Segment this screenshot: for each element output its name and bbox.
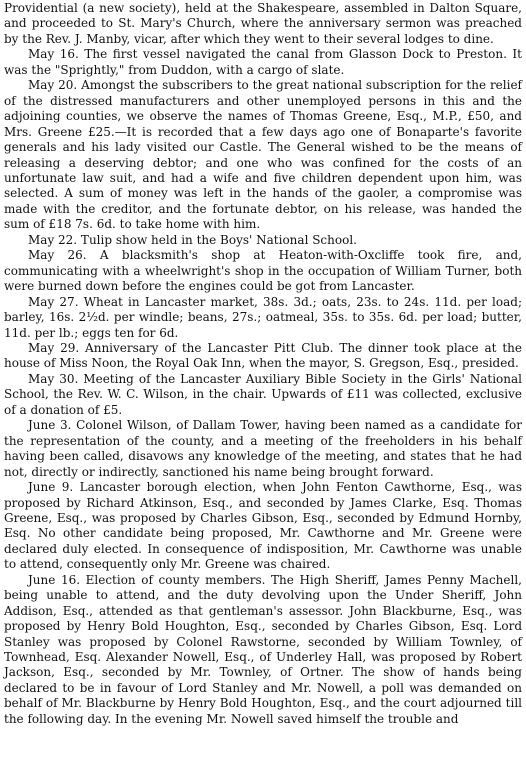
- paragraph-may-27: May 27. Wheat in Lancaster market, 38s. 3d.; oats, 23s. to 24s. 11d. per load; barley, 16s. 2½d. per windle; beans, 27s.; oatmeal, 35s. to 35s. 6d. per load; butter, 11d. per lb.; eggs ten for 6d.: [4, 294, 522, 340]
- paragraph-may-30: May 30. Meeting of the Lancaster Auxiliary Bible Society in the Girls' National School, the Rev. W. C. Wilson, in the chair. Upwards of £11 was collected, exclusive of a donation of £5.: [4, 371, 522, 417]
- paragraph-may-22: May 22. Tulip show held in the Boys' National School.: [28, 232, 357, 247]
- paragraph-may-20: May 20. Amongst the subscribers to the great national subscription for the relief of the distressed manufacturers and other unemployed persons in this and the adjoining counties, we observe the names of Thomas Greene, Esq., M.P., £50, and Mrs. Greene £25.—It is recorded that a few days ago one of Bonaparte's favorite generals and his lady visited our Castle. The General wished to be the means of releasing a deserving debtor; and one who was confined for the costs of an unfortunate law suit, and had a wife and five children dependent upon him, was selected. A sum of money was left in the hands of the gaoler, a compromise was made with the creditor, and the fortunate debtor, on his release, was handed the sum of £18 7s. 6d. to take home with him.: [4, 78, 522, 232]
- paragraph-may-16: May 16. The first vessel navigated the canal from Glasson Dock to Preston. It was the "Sprightly," from Duddon, with a cargo of slate.: [4, 47, 522, 77]
- paragraph-june-3: June 3. Colonel Wilson, of Dallam Tower, having been named as a candidate for the representation of the county, and a meeting of the freeholders in his behalf having been called, disavows any knowledge of the meeting, and states that he had not, directly or indirectly, sanctioned his name being brought forward.: [4, 418, 522, 479]
- paragraph-continuation: Providential (a new society), held at the Shakespeare, assembled in Dalton Square, and proceeded to St. Mary's Church, where the anniversary sermon was preached by the Rev. J. Manby, vicar, after which they went to their several lodges to dine.: [4, 1, 522, 46]
- paragraph-june-16: June 16. Election of county members. The High Sheriff, James Penny Machell, being unable to attend, and the duty devolving upon the Under Sheriff, John Addison, Esq., attended as that gentleman's assessor. John Blackburne, Esq., was proposed by Henry Bold Houghton, Esq., seconded by Charles Gibson, Esq. Lord Stanley was proposed by Colonel Rawstorne, seconded by William Townley, of Townhead, Esq. Alexander Nowell, Esq., of Underley Hall, was proposed by Robert Jackson, Esq., seconded by Mr. Townley, of Ortner. The show of hands being declared to be in favour of Lord Stanley and Mr. Nowell, a poll was demanded on behalf of Mr. Blackburne by Henry Bold Houghton, Esq., and the court adjourned till the following day. In the evening Mr. Nowell saved himself the trouble and: [4, 572, 522, 726]
- paragraph-may-26: May 26. A blacksmith's shop at Heaton-with-Oxcliffe took fire, and, communicating with a wheelwright's shop in the occupation of William Turner, both were burned down before the engines could be got from Lancaster.: [4, 248, 522, 294]
- paragraph-may-29: May 29. Anniversary of the Lancaster Pitt Club. The dinner took place at the house of Miss Noon, the Royal Oak Inn, when the mayor, S. Gregson, Esq., presided.: [4, 340, 522, 371]
- paragraph-june-9: June 9. Lancaster borough election, when John Fenton Cawthorne, Esq., was proposed by Richard Atkinson, Esq., and seconded by James Clarke, Esq. Thomas Greene, Esq., was proposed by Charles Gibson, Esq., seconded by Edmund Hornby, Esq. No other candidate being proposed, Mr. Cawthorne and Mr. Greene were declared duly elected. In consequence of indisposition, Mr. Cawthorne was unable to attend, consequently only Mr. Greene was chaired.: [4, 480, 522, 572]
